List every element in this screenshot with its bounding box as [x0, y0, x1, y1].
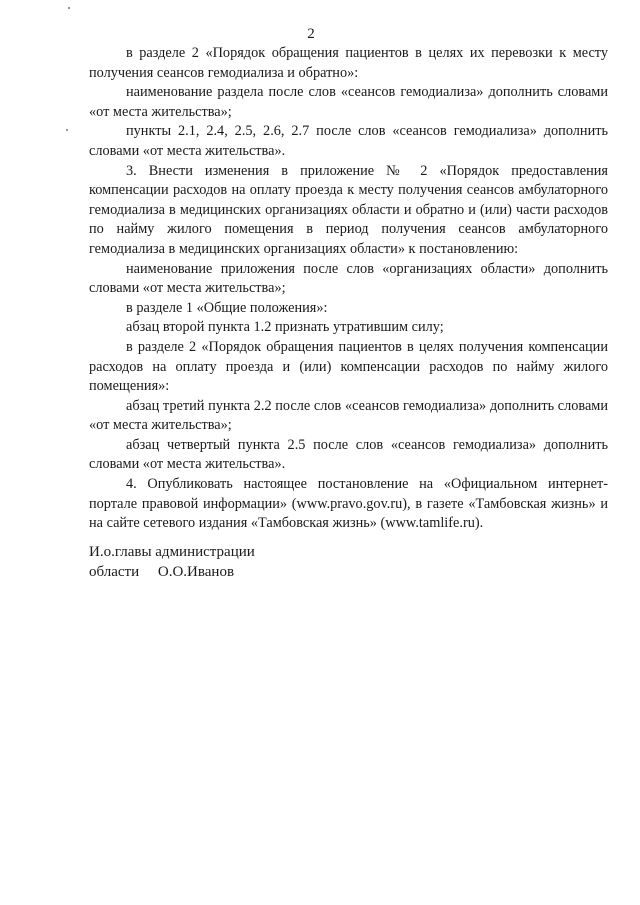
scan-speck — [66, 129, 68, 131]
paragraph-item-4: 4. Опубликовать настоящее постановление на «Официальном интернет-портале правовой информации» (www.pravo.gov.ru), в газете «Тамбовская жизнь» и на сайте сетевого издания «Тамбовская жизнь» (www.tamlife.ru). — [89, 476, 608, 532]
signature-position: И.о.главы администрации — [89, 544, 255, 560]
paragraph-clause-2-5: абзац четвертый пункта 2.5 после слов «сеансов гемодиализа» дополнить словами «от места жительства». — [89, 436, 608, 473]
paragraph-annex-name-amendment: наименование приложения после слов «организациях области» дополнить словами «от места жительства»; — [89, 260, 608, 297]
signature-name: области О.О.Иванов — [89, 564, 235, 580]
paragraph-section1-title: в разделе 1 «Общие положения»: — [126, 299, 328, 316]
page-number: 2 — [307, 26, 315, 42]
paragraph-section-name-amendment: наименование раздела после слов «сеансов гемодиализа» дополнить словами «от места жительства»; — [89, 84, 608, 120]
paragraph-clause-2-2: абзац третий пункта 2.2 после слов «сеансов гемодиализа» дополнить словами «от места жительства»; — [89, 397, 608, 434]
paragraph-annex-section2-title: в разделе 2 «Порядок обращения пациентов в целях получения компенсации расходов на оплату проезда и (или) компенсации расходов по найму жилого помещения»: — [89, 338, 608, 395]
paragraph-section2-title: в разделе 2 «Порядок обращения пациентов в целях их перевозки к месту получения сеансов гемодиализа и обратно»: — [89, 45, 608, 81]
paragraph-items-amendment: пункты 2.1, 2.4, 2.5, 2.6, 2.7 после слов «сеансов гемодиализа» дополнить словами «от места жительства». — [89, 123, 608, 159]
document-body — [89, 44, 608, 534]
paragraph-clause-1-2: абзац второй пункта 1.2 признать утратившим силу; — [126, 319, 444, 336]
scan-speck — [68, 7, 70, 9]
signature-block — [89, 542, 255, 582]
paragraph-item-3: 3. Внести изменения в приложение № 2 «Порядок предоставления компенсации расходов на оплату проезда к месту получения сеансов амбулаторного гемодиализа в медицинских организациях области и обратно и (или) части расходов по найму жилого помещения в период получения сеансов амбулаторного гемодиализа в медицинских организациях области» к постановлению: — [89, 162, 608, 257]
